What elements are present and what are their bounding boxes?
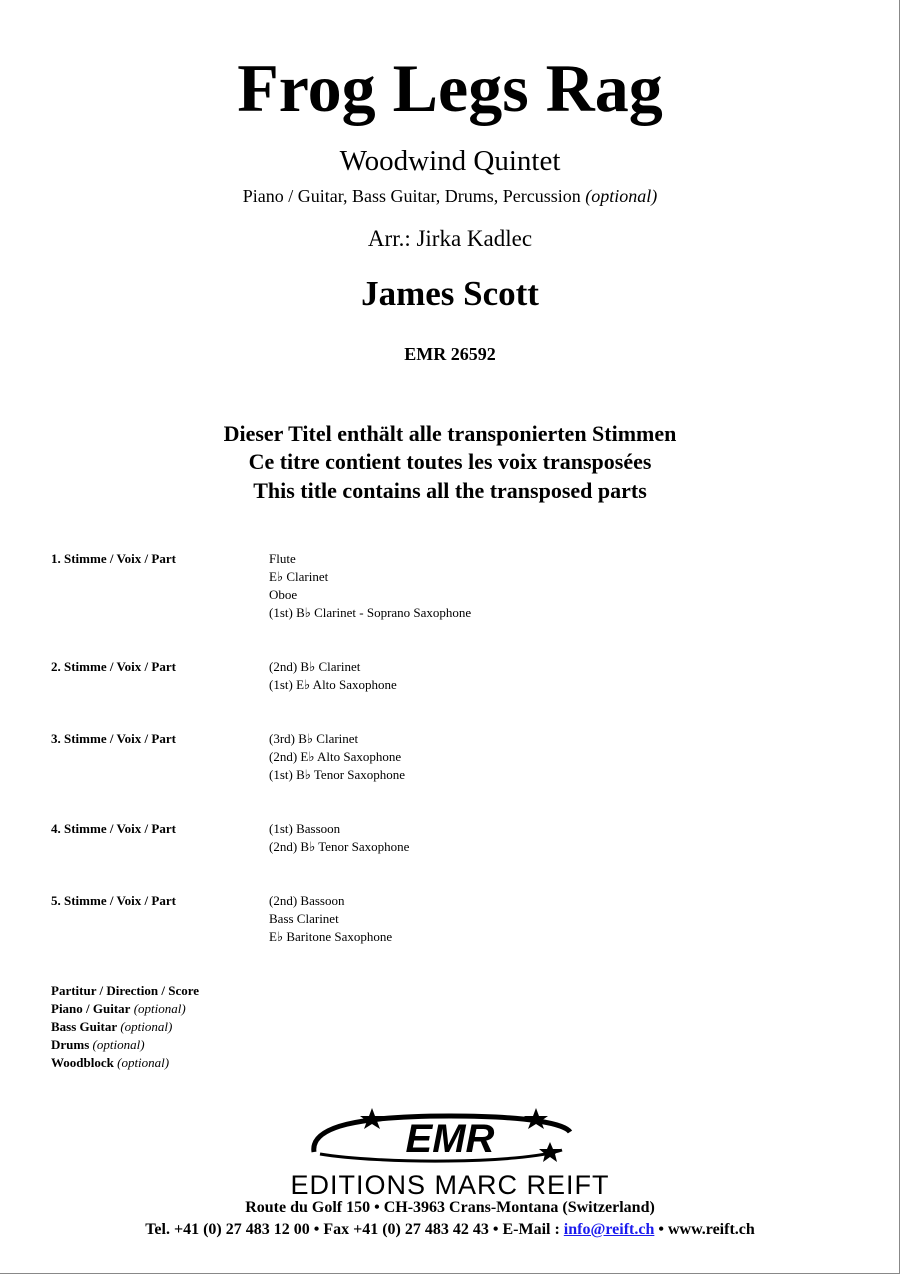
score-item: [51, 1000, 199, 1018]
publisher-address: Route du Golf 150 • CH-3963 Crans-Montana (Switzerland): [245, 1199, 655, 1216]
part-instrument: (1st) B♭ Clarinet - Soprano Saxophone: [269, 605, 472, 620]
part-5-label: 5. Stimme / Voix / Part: [51, 893, 176, 908]
part-instrument: Oboe: [269, 587, 298, 602]
instrumentation-line: [0, 184, 900, 208]
part-4-label: 4. Stimme / Voix / Part: [51, 821, 176, 836]
part-1-label: 1. Stimme / Voix / Part: [51, 551, 176, 566]
part-instrument: (2nd) B♭ Clarinet: [269, 659, 361, 674]
part-instrument: (2nd) B♭ Tenor Saxophone: [269, 839, 410, 854]
instrumentation-optional: (optional): [585, 186, 658, 206]
part-3-label: 3. Stimme / Voix / Part: [51, 731, 176, 746]
score-item-note: (optional): [92, 1037, 145, 1052]
part-instrument: (2nd) Bassoon: [269, 893, 345, 908]
part-instrument: (1st) E♭ Alto Saxophone: [269, 677, 397, 692]
logo-star-right-top: [524, 1108, 548, 1129]
part-3-instruments: [269, 730, 405, 784]
ensemble-subtitle: Woodwind Quintet: [339, 145, 561, 177]
score-item-note: (optional): [120, 1019, 173, 1034]
part-2-instruments: [269, 658, 397, 694]
catalog-number: EMR 26592: [404, 344, 496, 364]
score-item: [51, 1054, 199, 1072]
email-link[interactable]: info@reift.ch: [563, 1221, 655, 1238]
instrumentation-text: Piano / Guitar, Bass Guitar, Drums, Percussion: [242, 186, 581, 206]
score-item-name: Bass Guitar: [51, 1019, 118, 1034]
score-item-name: Piano / Guitar: [51, 1001, 131, 1016]
score-item-name: Drums: [51, 1037, 90, 1052]
score-item-note: (optional): [117, 1055, 170, 1070]
part-instrument: Bass Clarinet: [269, 911, 339, 926]
contact-website: • www.reift.ch: [654, 1221, 755, 1238]
part-1-instruments: [269, 550, 471, 622]
part-5-instruments: [269, 892, 392, 946]
part-instrument: E♭ Clarinet: [269, 569, 329, 584]
part-instrument: (2nd) E♭ Alto Saxophone: [269, 749, 402, 764]
score-item-note: (optional): [133, 1001, 186, 1016]
score-items-list: [51, 982, 199, 1072]
score-item: [51, 982, 199, 1000]
notice-french: Ce titre contient toutes les voix transposées: [248, 449, 652, 474]
part-instrument: (3rd) B♭ Clarinet: [269, 731, 359, 746]
composer-name: James Scott: [361, 274, 539, 313]
score-item: [51, 1018, 199, 1036]
logo-star-left: [360, 1108, 384, 1129]
publisher-name: EDITIONS MARC REIFT: [290, 1170, 610, 1200]
part-2-label: 2. Stimme / Voix / Part: [51, 659, 176, 674]
part-instrument: E♭ Baritone Saxophone: [269, 929, 393, 944]
score-title: Frog Legs Rag: [237, 50, 663, 126]
score-item-name: Partitur / Direction / Score: [51, 983, 200, 998]
part-instrument: (1st) B♭ Tenor Saxophone: [269, 767, 406, 782]
publisher-contact: [0, 1219, 900, 1241]
part-instrument: Flute: [269, 551, 296, 566]
notice-english: This title contains all the transposed parts: [253, 478, 647, 503]
score-item: [51, 1036, 199, 1054]
emr-logo: [300, 1106, 600, 1168]
contact-phone-fax: Tel. +41 (0) 27 483 12 00 • Fax +41 (0) 27 483 42 43 • E-Mail :: [145, 1221, 564, 1238]
arranger-credit: Arr.: Jirka Kadlec: [367, 226, 533, 251]
part-4-instruments: [269, 820, 409, 856]
part-instrument: (1st) Bassoon: [269, 821, 341, 836]
logo-wordmark: EMR: [405, 1117, 495, 1161]
notice-german: Dieser Titel enthält alle transponierten Stimmen: [223, 421, 677, 446]
score-item-name: Woodblock: [51, 1055, 114, 1070]
